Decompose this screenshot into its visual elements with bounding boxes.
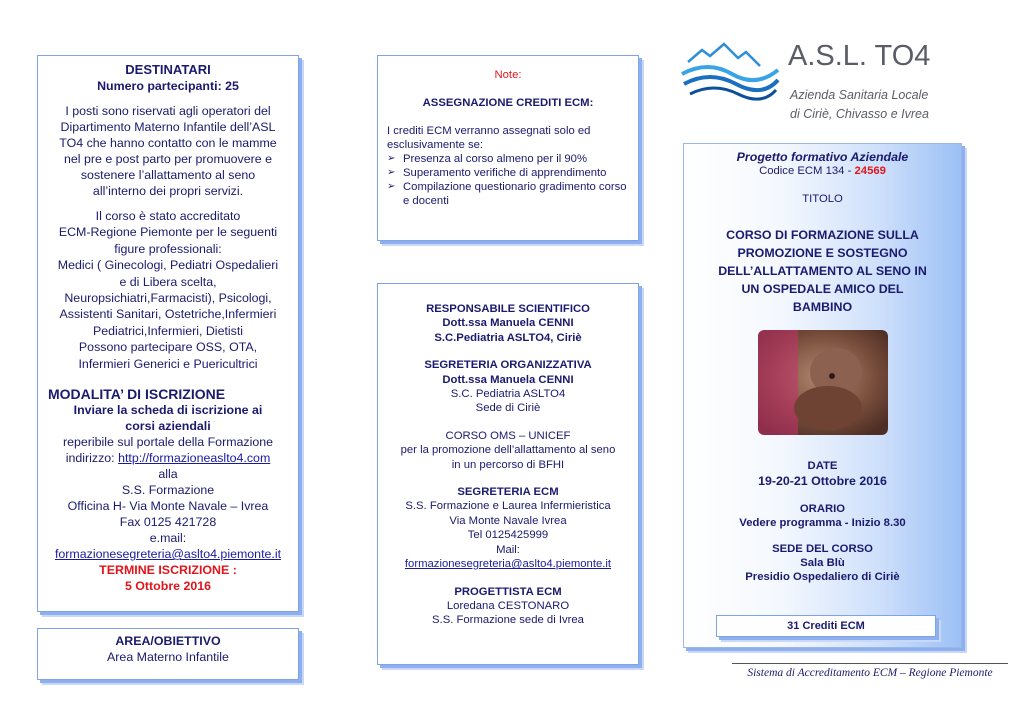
sede-room: Sala Blù <box>800 557 845 569</box>
date-label: DATE <box>807 460 838 472</box>
orario-label: ORARIO <box>799 503 846 515</box>
footer-divider <box>732 663 1008 664</box>
sede-label: SEDE DEL CORSO <box>772 543 873 555</box>
ecm-line3: Tel 0125425999 <box>467 529 549 542</box>
destinatari-heading: DESTINATARI <box>125 62 211 77</box>
responsabili-panel <box>377 283 639 665</box>
date-value: 19-20-21 Ottobre 2016 <box>758 474 887 488</box>
ecm-email-link[interactable]: formazionesegreteria@aslto4.piemonte.it <box>404 558 612 571</box>
sede-hospital: Presidio Ospedaliero di Ciriè <box>745 571 900 583</box>
course-cover-panel <box>683 143 962 648</box>
ecm-line2: Via Monte Navale Ivrea <box>449 514 567 527</box>
area-obiettivo-panel <box>37 628 299 680</box>
note-panel <box>377 55 639 241</box>
note-label: Note: <box>494 69 522 81</box>
termine-date: 5 Ottobre 2016 <box>124 579 212 594</box>
ecm-line1: S.S. Formazione e Laurea Infermieristica <box>405 500 611 513</box>
ecm-line4: Mail: <box>496 543 520 556</box>
list-item: ➢ Superamento verifiche di apprendimento <box>387 166 629 180</box>
oms-line3: in un percorso di BFHI <box>451 458 565 471</box>
sci-unit: S.C.Pediatria ASLTO4, Ciriè <box>434 331 582 344</box>
modalita-heading: MODALITA’ DI ISCRIZIONE <box>48 386 226 403</box>
org-heading: SEGRETERIA ORGANIZZATIVA <box>424 359 592 372</box>
area-heading: AREA/OBIETTIVO <box>115 634 221 648</box>
destinatari-text: I posti sono riservati agli operatori del Dipartimento Materno Infantile dell’ASL TO4 che hanno contatto con le mamme nel pre e post parto per promuovere e sostenere l’allattamento al seno all’interno dei propri servizi. <box>59 104 277 198</box>
modalita-text: reperibile sul portale della Formazione indirizzo: http://formazioneaslto4.com alla S.S. Formazione Officina H- Via Monte Navale – Ivrea Fax 0125 421728 e.mail: <box>62 435 274 546</box>
prog-unit: S.S. Formazione sede di Ivrea <box>432 614 584 627</box>
asl-subtitle: Azienda Sanitaria Locale di Ciriè, Chivasso e Ivrea <box>790 88 929 121</box>
prog-name: Loredana CESTONARO <box>446 599 570 612</box>
org-unit: S.C. Pediatria ASLTO4 <box>450 388 566 401</box>
list-item: ➢ Compilazione questionario gradimento corso e docenti <box>387 180 629 208</box>
email-link[interactable]: formazionesegreteria@aslto4.piemonte.it <box>54 547 282 562</box>
participants-count: Numero partecipanti: 25 <box>97 79 239 93</box>
breastfeeding-photo <box>758 330 888 435</box>
project-label: Progetto formativo Aziendale <box>736 150 909 164</box>
sci-heading: RESPONSABILE SCIENTIFICO <box>426 303 590 315</box>
prog-heading: PROGETTISTA ECM <box>454 585 562 598</box>
termine-label: TERMINE ISCRIZIONE : <box>99 563 237 578</box>
list-item: ➢ Presenza al corso almeno per il 90% <box>387 152 629 166</box>
modalita-instructions: Inviare la scheda di iscrizione ai corsi aziendali <box>73 403 263 434</box>
destinatari-panel <box>37 55 299 612</box>
org-site: Sede di Ciriè <box>475 402 541 415</box>
course-title: CORSO DI FORMAZIONE SULLA PROMOZIONE E SOSTEGNO DELL’ALLATTAMENTO AL SENO IN UN OSPEDALE AMICO DEL BAMBINO <box>718 228 927 314</box>
titolo-label: TITOLO <box>802 193 843 205</box>
orario-value: Vedere programma - Inizio 8.30 <box>739 517 906 529</box>
note-intro: I crediti ECM verranno assegnati solo ed esclusivamente se: <box>387 125 591 151</box>
org-name: Dott.ssa Manuela CENNI <box>442 373 574 386</box>
note-list <box>387 152 629 208</box>
oms-title: CORSO OMS – UNICEF <box>445 429 571 442</box>
ecm-heading: SEGRETERIA ECM <box>457 486 559 499</box>
portal-link[interactable]: http://formazioneaslto4.com <box>118 451 271 466</box>
asl-name: A.S.L. TO4 <box>788 40 931 72</box>
sci-name: Dott.ssa Manuela CENNI <box>442 317 574 330</box>
accreditation-text: Il corso è stato accreditato ECM-Regione Piemonte per le seguenti figure professionali: Medici ( Ginecologi, Pediatri Ospedalieri e di Libera scelta, Neuropsichiatri,Farmacisti), Psicologi, Assistenti Sanitari, Ostetriche,Infermieri Pediatrici,Infermieri, Dietisti Possono partecipare OSS, OTA, Infermieri Generici e Puericultrici <box>57 209 279 371</box>
note-heading: ASSEGNAZIONE CREDITI ECM: <box>422 97 594 109</box>
codice-ecm: Codice ECM 134 - 24569 <box>759 165 886 177</box>
oms-line2: per la promozione dell’allattamento al seno <box>400 444 616 457</box>
footer-text: Sistema di Accreditamento ECM – Regione Piemonte <box>747 667 993 679</box>
area-value: Area Materno Infantile <box>107 650 229 664</box>
crediti-badge: 31 Crediti ECM <box>716 615 936 637</box>
